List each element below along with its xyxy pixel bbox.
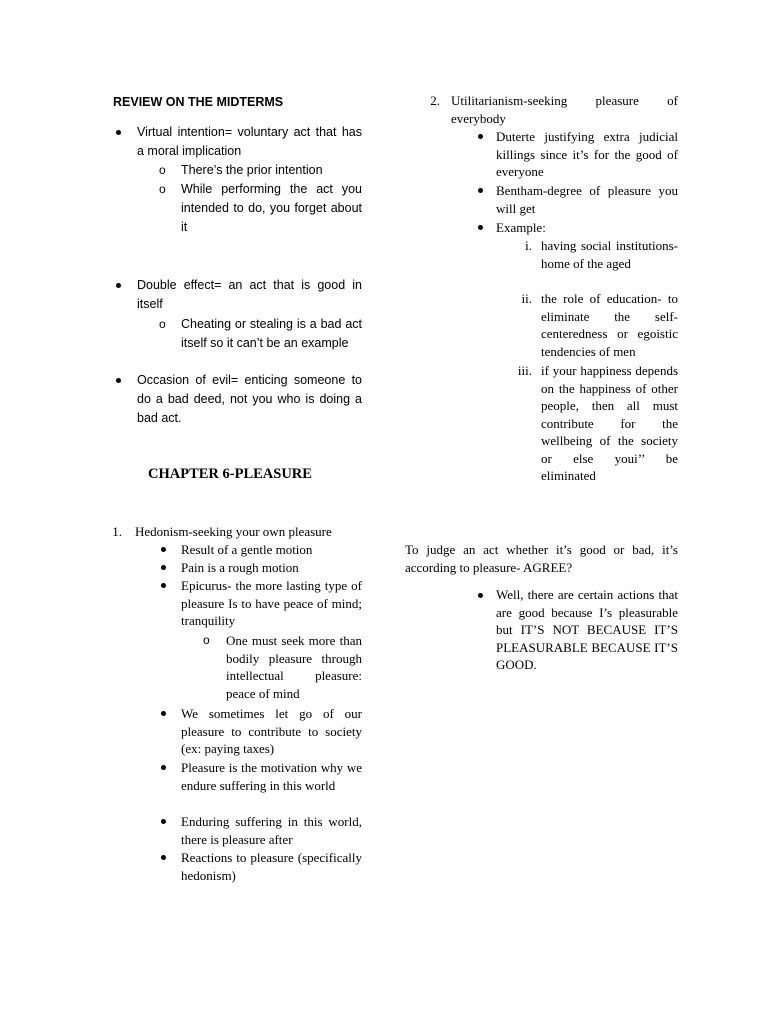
bullet-icon bbox=[478, 188, 483, 193]
utilitarianism-bullet: Bentham-degree of pleasure you will get bbox=[496, 183, 678, 216]
answer-text: Well, there are certain actions that are good because I’s pleasurable but IT’S NOT BECAUSE IT’S PLEASURABLE BECAUSE IT’S GOOD. bbox=[496, 587, 678, 672]
bullet-icon bbox=[161, 819, 166, 824]
hedonism-bullet: Enduring suffering in this world, there is pleasure after bbox=[181, 814, 362, 847]
bullet-icon bbox=[116, 378, 121, 383]
bullet-icon bbox=[161, 565, 166, 570]
bullet-icon bbox=[161, 765, 166, 770]
list-number: 2. bbox=[430, 93, 440, 108]
circle-bullet-icon: o bbox=[159, 163, 166, 177]
sub-while-performing: While performing the act you intended to do, you forget about it bbox=[181, 182, 362, 234]
hedonism-bullet: Reactions to pleasure (specifically hedonism) bbox=[181, 850, 362, 883]
circle-bullet-icon: o bbox=[203, 633, 210, 647]
bullet-icon bbox=[478, 134, 483, 139]
list-number: 1. bbox=[112, 524, 122, 539]
circle-bullet-icon: o bbox=[159, 317, 166, 331]
bullet-icon bbox=[161, 711, 166, 716]
item-virtual-intention: Virtual intention= voluntary act that has a moral implication bbox=[137, 125, 362, 158]
example-item: if your happiness depends on the happiness of other people, then all must contribute for the wellbeing of the society or else youi’’ be eliminated bbox=[541, 363, 678, 483]
bullet-icon bbox=[478, 225, 483, 230]
hedonism-bullet: Result of a gentle motion bbox=[181, 542, 313, 557]
bullet-icon bbox=[478, 593, 483, 598]
roman-numeral: iii. bbox=[517, 363, 532, 378]
sub-cheating: Cheating or stealing is a bad act itself so it can’t be an example bbox=[181, 317, 362, 350]
example-item: the role of education- to eliminate the self-centeredness or egoistic tendencies of men bbox=[541, 291, 678, 359]
hedonism-bullet: Pleasure is the motivation why we endure suffering in this world bbox=[181, 760, 362, 793]
item-occasion-of-evil: Occasion of evil= enticing someone to do a bad deed, not you who is doing a bad act. bbox=[137, 373, 362, 425]
hedonism-bullet: We sometimes let go of our pleasure to contribute to society (ex: paying taxes) bbox=[181, 706, 362, 756]
bullet-icon bbox=[161, 547, 166, 552]
roman-numeral: ii. bbox=[521, 291, 532, 306]
epicurus-sub: One must seek more than bodily pleasure through intellectual pleasure: peace of mind bbox=[226, 633, 362, 701]
roman-numeral: i. bbox=[525, 238, 532, 253]
bullet-icon bbox=[161, 583, 166, 588]
sub-prior-intention: There’s the prior intention bbox=[181, 163, 323, 177]
item-double-effect: Double effect= an act that is good in itself bbox=[137, 278, 362, 311]
utilitarianism-bullet: Example: bbox=[496, 220, 546, 235]
judge-question: To judge an act whether it’s good or bad, it’s according to pleasure- AGREE? bbox=[405, 542, 678, 575]
bullet-icon bbox=[116, 130, 121, 135]
bullet-icon bbox=[161, 855, 166, 860]
chapter-title: CHAPTER 6-PLEASURE bbox=[148, 466, 312, 482]
bullet-icon bbox=[116, 283, 121, 288]
circle-bullet-icon: o bbox=[159, 182, 166, 196]
utilitarianism-bullet: Duterte justifying extra judicial killings since it’s for the good of everyone bbox=[496, 129, 678, 179]
hedonism-bullet-epicurus: Epicurus- the more lasting type of pleasure Is to have peace of mind; tranquility bbox=[181, 578, 362, 628]
utilitarianism-title: Utilitarianism-seeking pleasure of everybody bbox=[451, 93, 678, 126]
review-heading: REVIEW ON THE MIDTERMS bbox=[113, 95, 284, 109]
hedonism-title: Hedonism-seeking your own pleasure bbox=[135, 524, 332, 539]
hedonism-bullet: Pain is a rough motion bbox=[181, 560, 299, 575]
example-item: having social institutions- home of the aged bbox=[541, 238, 678, 271]
